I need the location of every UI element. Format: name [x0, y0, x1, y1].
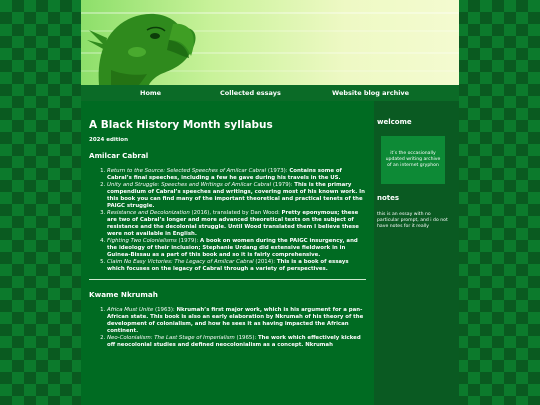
section-heading-cabral: Amilcar Cabral — [89, 151, 149, 160]
book-title: Africa Must Unite — [107, 307, 154, 313]
gryphon-mascot-icon — [81, 0, 221, 85]
book-title: Unity and Struggle: Speeches and Writings of Amilcar Cabral — [107, 182, 272, 188]
notes-heading: notes — [377, 194, 400, 202]
book-year: (2016), translated by Dan Wood: — [191, 210, 280, 216]
cabral-reading-list — [89, 168, 366, 273]
welcome-text: it’s the occasionally updated writing archive of an internet gryphon — [385, 151, 441, 168]
section-divider — [89, 279, 366, 280]
list-item — [107, 210, 366, 238]
page-title: A Black History Month syllabus — [89, 119, 273, 131]
book-description: This is the primary compendium of Cabral’s speeches and writings, covering most of his known work. In this book you can find many of the important theoretical and practical tenets of the PAIGC struggle. — [107, 182, 366, 209]
book-title: Resistance and Decolonization — [107, 210, 190, 216]
book-year: (1979): — [178, 238, 199, 244]
book-description: Pretty eponymous; these are two of Cabral’s longer and more advanced theoretical texts on the subject of resistance and the decolonial struggle. Until Wood translated them I believe these were not available in English. — [107, 210, 359, 237]
list-item — [107, 335, 366, 349]
top-nav — [81, 85, 459, 101]
section-heading-nkrumah: Kwame Nkrumah — [89, 290, 158, 299]
notes-text: this is an essay with no particular prompt, and i do not have notes for it really — [377, 212, 448, 229]
welcome-heading: welcome — [377, 118, 412, 126]
book-title: Neo-Colonialism: The Last Stage of Imperialism — [107, 335, 235, 341]
book-year: (1973): — [267, 168, 288, 174]
book-year: (2014): — [255, 259, 276, 265]
book-year: (1965): — [236, 335, 257, 341]
book-title: Claim No Easy Victories: The Legacy of Amilcar Cabral — [107, 259, 254, 265]
header-banner — [81, 0, 459, 85]
nav-collected-essays-link[interactable]: Collected essays — [220, 89, 281, 97]
book-year: (1963): — [155, 307, 175, 313]
book-description: A book on women during the PAIGC insurgency, and the ideology of their inclusion; Stephanie Urdang did extensive fieldwork in in Guinea-Bissau as a part of this book and so it is fairly comprehensive. — [107, 238, 358, 258]
book-description: Contains some of Cabral’s final speeches, including a few he gave during his travels in the US. — [107, 168, 342, 181]
nav-blog-archive-link[interactable]: Website blog archive — [332, 89, 410, 97]
nkrumah-reading-list — [89, 307, 366, 349]
list-item — [107, 307, 366, 335]
list-item — [107, 182, 366, 210]
nav-home-link[interactable]: Home — [140, 89, 162, 97]
list-item — [107, 238, 366, 259]
book-title: Return to the Source: Selected Speeches of Amilcar Cabral — [107, 168, 267, 174]
list-item — [107, 259, 366, 273]
book-title: Fighting Two Colonialisms — [107, 238, 177, 244]
page-wrapper — [81, 0, 459, 405]
book-description: Nkrumah’s first major work, which is his argument for a pan-African state. This book is also an early elaboration by Nkrumah of his theory of the development of colonialism, and how he sees it as having impacted the African continent. — [107, 307, 364, 334]
list-item — [107, 168, 366, 182]
main-content — [81, 101, 374, 405]
edition-label: 2024 edition — [89, 137, 128, 143]
welcome-box — [381, 136, 445, 184]
book-description: This is a book of essays which focuses on the legacy of Cabral through a variety of perspectives. — [107, 259, 349, 272]
book-description: The work which effectively kicked off neocolonial studies and defined neocolonialism as a concept. Nkrumah — [107, 335, 361, 348]
sidebar — [374, 101, 459, 405]
book-year: (1979): — [272, 182, 293, 188]
